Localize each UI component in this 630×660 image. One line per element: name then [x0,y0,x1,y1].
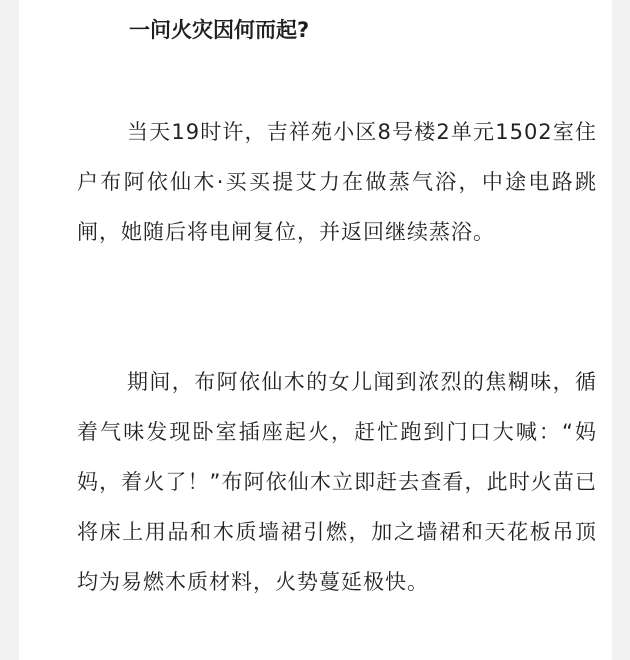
paragraph: 期间，布阿依仙木的女儿闻到浓烈的焦糊味，循着气味发现卧室插座起火，赶忙跑到门口大喊：“妈妈，着火了！”布阿依仙木立即赶去查看，此时火苗已将床上用品和木质墙裙引燃，加之墙裙和天花板吊顶均为易燃木质材料，火势蔓延极快。 [77,370,597,594]
section-heading: 一问火灾因何而起? [129,18,310,42]
paragraph: 当天19时许，吉祥苑小区8号楼2单元1502室住户布阿依仙木·买买提艾力在做蒸气浴，中途电路跳闸，她随后将电闸复位，并返回继续蒸浴。 [77,120,597,244]
article-page [19,0,612,660]
